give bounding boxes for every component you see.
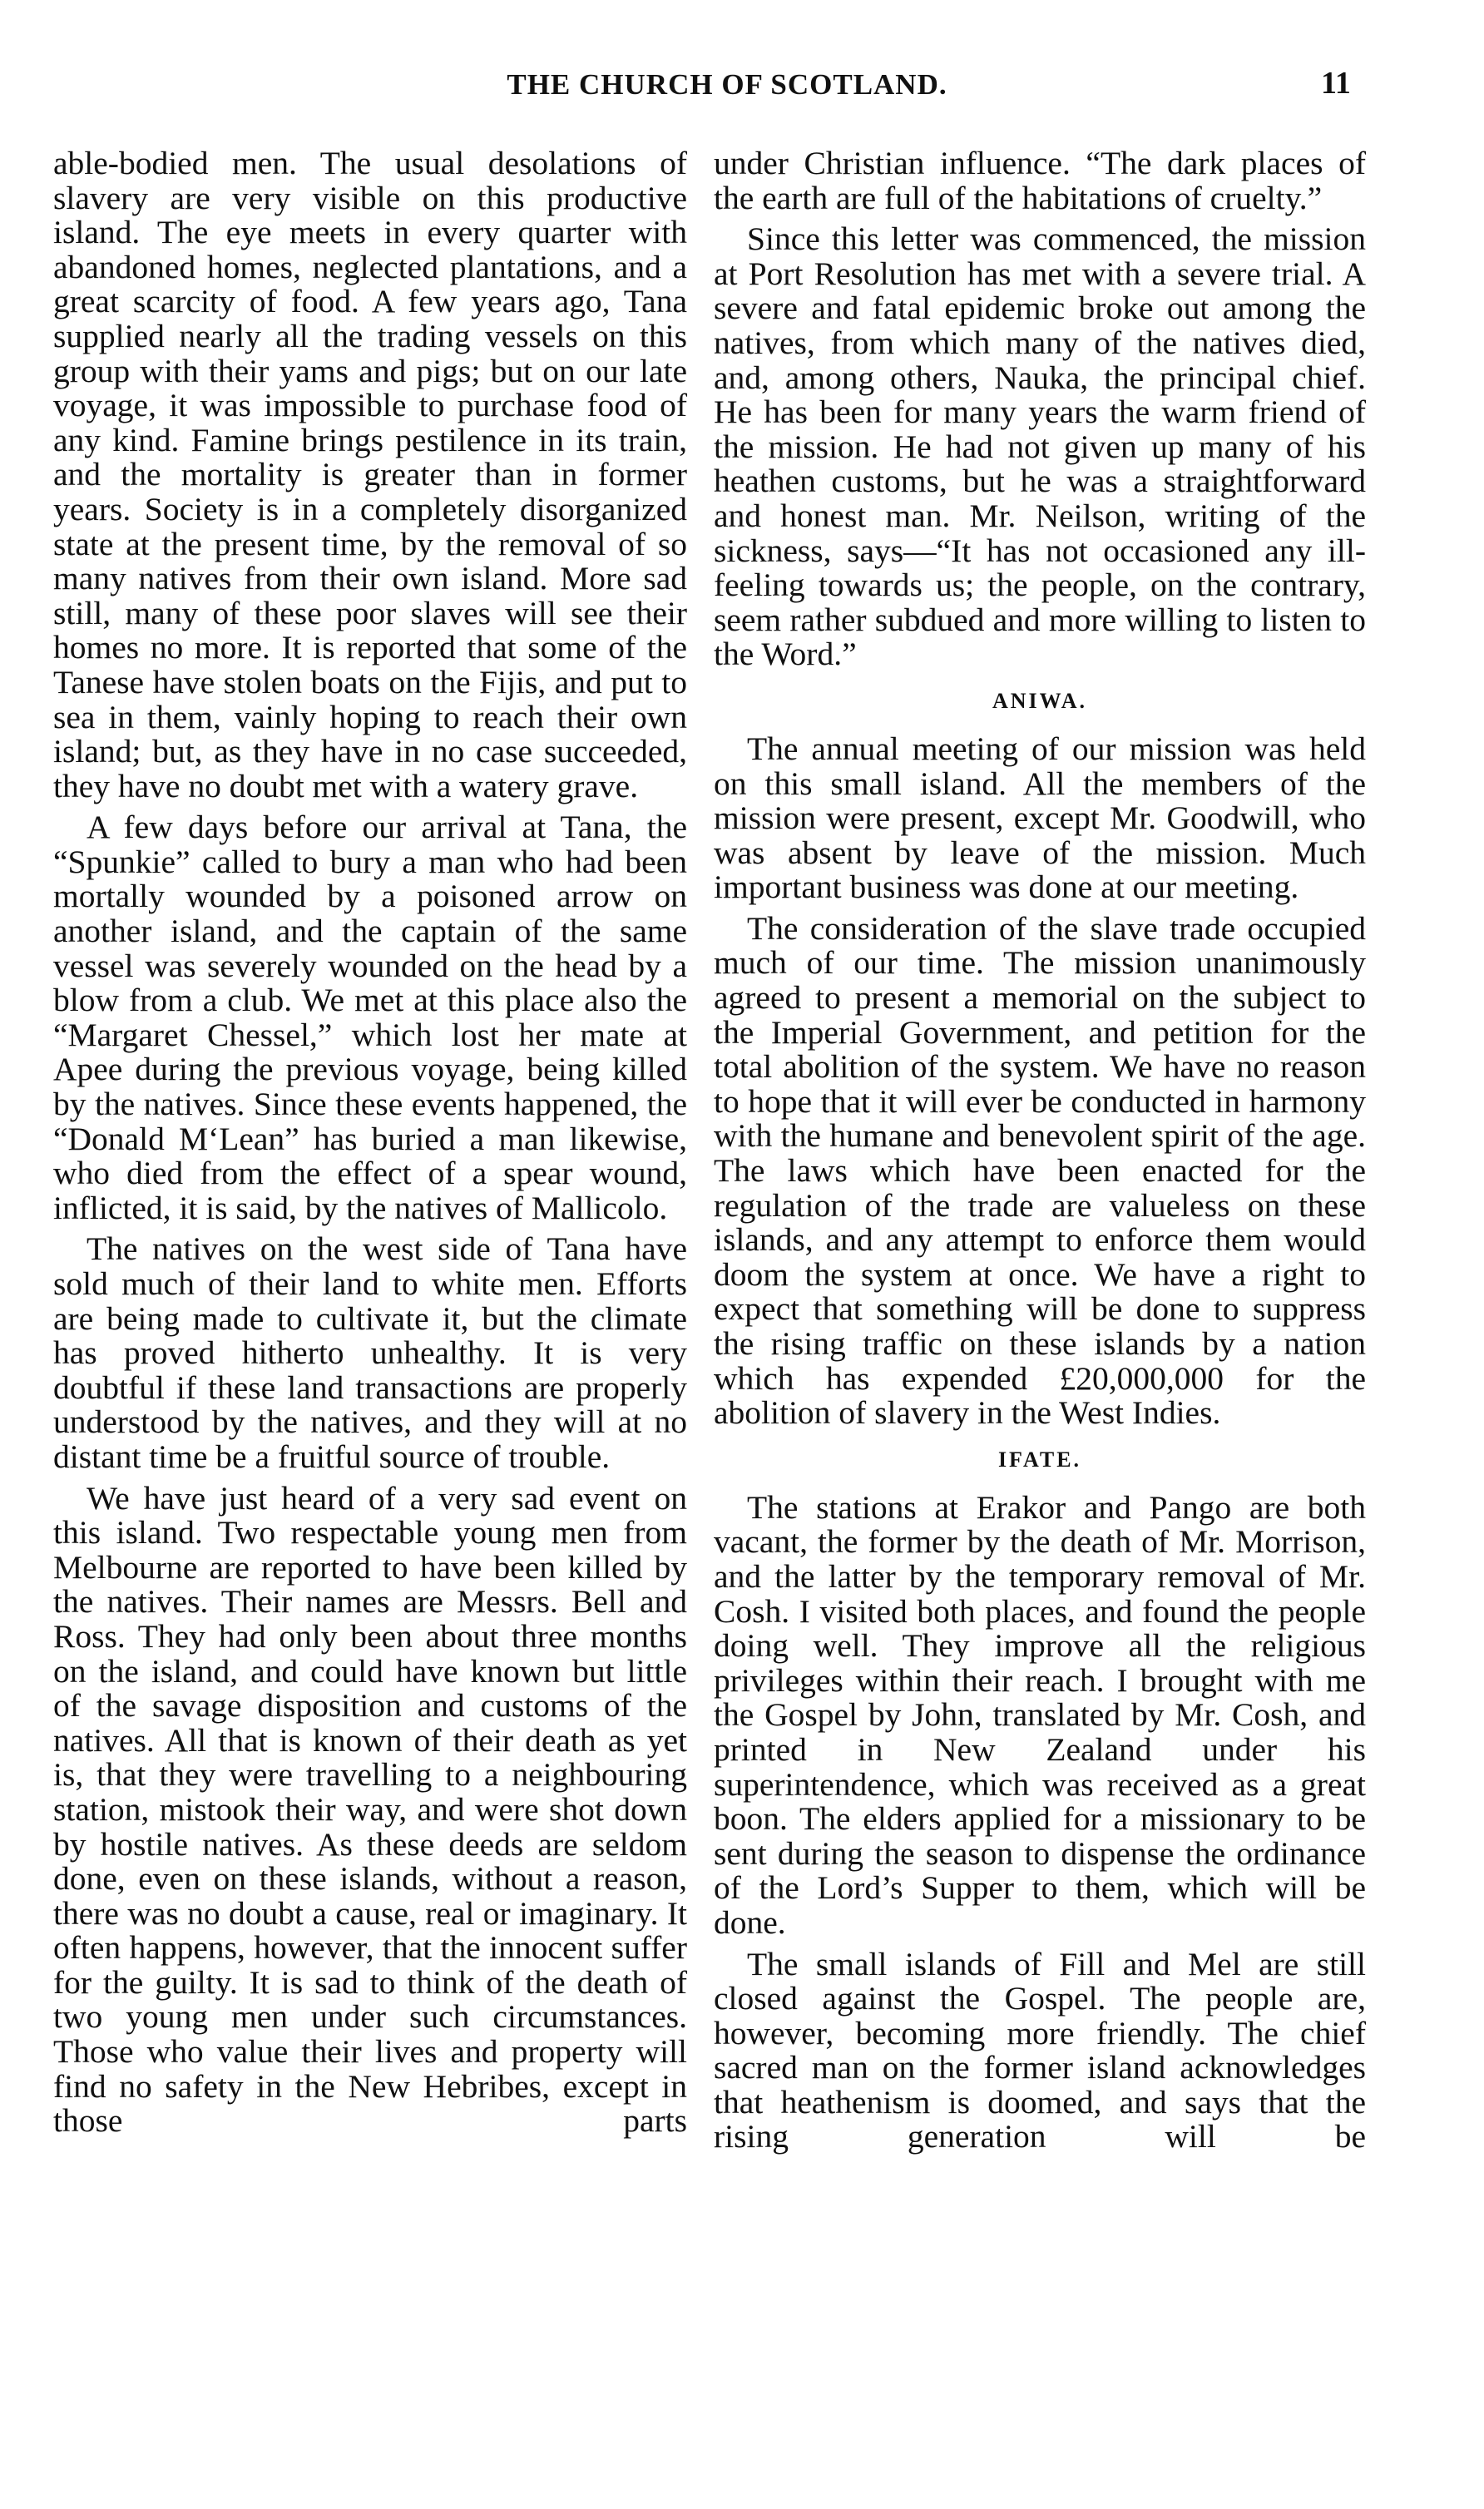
paragraph-port-resolution: Since this letter was commenced, the mission at Port Resolution has met with a severe trial. A severe and fatal epidemic broke out among the natives, from which many of the natives died, and, among others, Nauka, the principal chief. He has been for many years the warm friend of the mission. He had not given up many of his heathen customs, but he was a straightforward and honest man. Mr. Neilson, writing of the sickness, says—“It has not occasioned any ill-feeling towards us; the people, on the contrary, seem rather subdued and more willing to listen to the Word.” — [714, 220, 1366, 673]
left-column — [53, 146, 687, 2145]
paragraph-bell-ross: We have just heard of a very sad event on this island. Two respectable young men from Melbourne are reported to have been killed by the natives. Their names are Messrs. Bell and Ross. They had only been about three months on the island, and could have known but little of the savage disposition and customs of the natives. All that is known of their death as yet is, that they were travelling to a neighbouring station, mistook their way, and were shot down by hostile natives. As these deeds are seldom done, even on these islands, without a reason, there was no doubt a cause, real or imaginary. It often happens, however, that the innocent suffer for the guilty. It is sad to think of the death of two young men under such circumstances. Those who value their lives and property will find no safety in the New Hebribes, except in those parts — [53, 1479, 687, 2140]
paragraph-annual-meeting: The annual meeting of our mission was held on this small island. All the members of the mission were present, except Mr. Goodwill, who was absent by leave of the mission. Much important business was done at our meeting. — [714, 730, 1366, 906]
paragraph-erakor-pango: The stations at Erakor and Pango are both vacant, the former by the death of Mr. Morrison, and the latter by the temporary removal of Mr. Cosh. I visited both places, and found the people doing well. They improve all the religious privileges within their reach. I brought with me the Gospel by John, translated by Mr. Cosh, and printed in New Zealand under his superintendence, which was received as a great boon. The elders applied for a missionary to be sent during the season to dispense the ordinance of the Lord’s Supper to them, which will be done. — [714, 1488, 1366, 1941]
paragraph-slave-trade: The consideration of the slave trade occupied much of our time. The mission unanimously agreed to present a memorial on the subject to the Imperial Government, and petition for the total abolition of the system. We have no reason to hope that it will ever be conducted in harmony with the humane and benevolent spirit of the age. The laws which have been enacted for the regulation of the trade are valueless on these islands, and any attempt to enforce them would doom the system at once. We have a right to expect that something will be done to suppress the rising traffic on these islands by a nation which has expended £20,000,000 for the abolition of slavery in the West Indies. — [714, 909, 1366, 1432]
right-column — [714, 146, 1366, 2161]
running-title: THE CHURCH OF SCOTLAND. — [507, 68, 947, 101]
paragraph-fill-mel: The small islands of Fill and Mel are still closed against the Gospel. The people are, however, becoming more friendly. The chief sacred man on the former island acknowledges that heathenism is doomed, and says that the rising generation will be — [714, 1945, 1366, 2155]
paragraph-tana-desolation: able-bodied men. The usual desolations of slavery are very visible on this productive island. The eye meets in every quarter with abandoned homes, neglected plantations, and a great scarcity of food. A few years ago, Tana supplied nearly all the trading vessels on this group with their yams and pigs; but on our late voyage, it was impossible to purchase food of any kind. Famine brings pestilence in its train, and the mortality is greater than in former years. Society is in a completely disorganized state at the present time, by the removal of so many natives from their own island. More sad still, many of these poor slaves will see their homes no more. It is reported that some of the Tanese have stolen boats on the Fijis, and put to sea in them, vainly hoping to reach their own island; but, as they have in no case succeeded, they have no doubt met with a watery grave. — [53, 145, 687, 804]
paragraph-west-tana-land: The natives on the west side of Tana have sold much of their land to white men. Efforts are being made to cultivate it, but the climate has proved hitherto unhealthy. It is very doubtful if these land transactions are properly understood by the natives, and they will at no distant time be a fruitful source of trouble. — [53, 1230, 687, 1475]
section-heading-aniwa: ANIWA. — [992, 688, 1088, 713]
paragraph-spunkie: A few days before our arrival at Tana, the “Spunkie” called to bury a man who had been mortally wounded by a poisoned arrow on another island, and the captain of the same vessel was severely wounded on the head by a blow from a club. We met at this place also the “Margaret Chessel,” which lost her mate at Apee during the previous voyage, being killed by the natives. Since these events happened, the “Donald M‘Lean” has buried a man likewise, who died from the effect of a spear wound, inflicted, it is said, by the natives of Mallicolo. — [53, 809, 687, 1226]
page-header — [0, 60, 1484, 110]
paragraph-christian-influence: under Christian influence. “The dark places of the earth are full of the habitations of cruelty.” — [714, 145, 1366, 216]
page-number: 11 — [1321, 66, 1351, 101]
section-heading-ifate: IFATE. — [997, 1447, 1082, 1472]
